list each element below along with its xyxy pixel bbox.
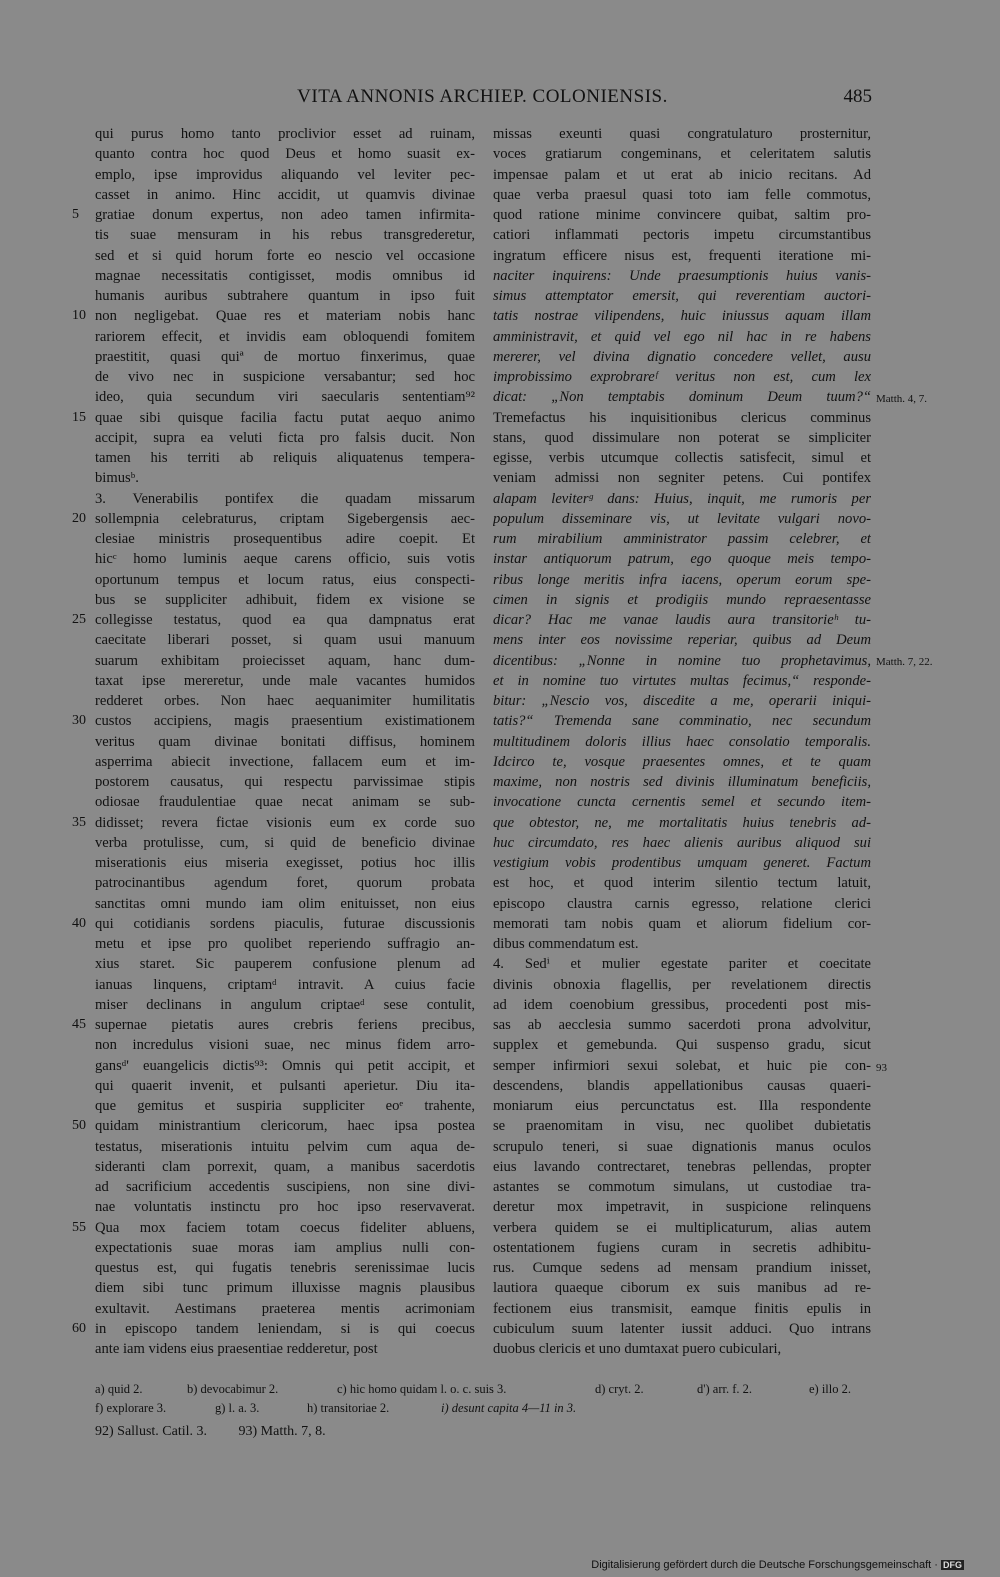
line-number: 35 [72,814,86,830]
text-line: veniam admissi non segniter petens. Cui pontifex [493,470,871,487]
critical-apparatus [95,1380,875,1418]
text-line: sanctitas omni mundo iam olim enituisset, non eius [95,895,475,912]
dfg-logo: DFG [943,1560,962,1570]
text-line: bus se suppliciter adhibuit, fidem ex visione se [95,591,475,608]
text-line: mererer, vel divina dignatio concedere vellet, ausu [493,348,871,365]
text-line: suarum exhibitam proiecisset aquam, hanc dum- [95,652,475,669]
text-line: didisset; revera fictae visionis eum ex corde suo [95,814,475,831]
text-line: stans, quod dissimulare non poterat se simpliciter [493,429,871,446]
text-line: episcopo claustra carnis egresso, relatione clerici [493,895,871,912]
text-line: populum disseminare vis, ut levitate vulgari novo- [493,510,871,527]
text-line: non negligebat. Quae res et materiam nobis hanc [95,308,475,325]
text-line: descendens, blandis appellationibus causas quaeri- [493,1077,871,1094]
text-line: asperrima abiecit invectione, fallacem eum et im- [95,753,475,770]
text-line: missas exeunti quasi congratulaturo prosternitur, [493,126,871,142]
margin-note-matthew-4-7: Matth. 4, 7. [876,393,928,405]
text-line: vestigium vobis prodentibus umquam generet. Factum [493,855,871,871]
text-line: mens inter eos novissime reperiar, quibus ad Deum [493,632,871,649]
text-line: caecitate liberari posset, si quam usui manuum [95,632,475,649]
text-line: moniarum eius percunctatus est. Illa respondente [493,1098,871,1114]
text-line: miserationis eius miseria exegisset, potius hoc illis [95,855,475,871]
running-title: VITA ANNONIS ARCHIEP. COLONIENSIS. [297,86,668,107]
text-line: custos accipiens, magis praesentium existimationem [95,713,475,730]
text-line: astantes se commotum simulans, ut custodiae tra- [493,1179,871,1195]
text-line: quae verba praesul quasi toto iam felle commotus, [493,186,871,203]
text-line: que gemitus et suspiria suppliciter eoᵉ trahente, [95,1098,475,1114]
text-line: ostentationem fugiens curam in secretis adhibitu- [493,1239,871,1256]
credit-text: Digitalisierung gefördert durch die Deutsche Forschungsgemeinschaft · [591,1559,938,1571]
text-line: quae sibi quisque facilia factu putat aequo animo [95,409,475,426]
text-line: est hoc, et quod interim silentio tectum latuit, [493,875,871,892]
text-line: simus attemptator emersit, qui reverentiam auctori- [493,288,871,304]
text-line: naciter inquirens: Unde praesumptionis huius vanis- [493,267,871,284]
text-line: amministravit, et quid vel ego nil hac in re habens [493,328,871,345]
text-line: alapam leviterᵍ dans: Huius, inquit, me rumoris per [493,490,871,507]
text-line: ad idem coenobium gressibus, procedenti post mis- [493,996,871,1013]
text-line: miser declinans in angulum criptaeᵈ sese contulit, [95,996,475,1013]
text-line: et in nomine tuo virtutes multas fecimus,“ responde- [493,672,871,689]
footnote-b: b) devocabimur 2. [187,1382,279,1396]
text-line: quanto contra hoc quod Deus et homo suasit ex- [95,146,475,163]
text-line: collegisse testatus, quod ea qua dampnatus erat [95,612,475,628]
text-line: qui cotidianis sordens piaculis, futurae discussionis [95,915,475,932]
text-line: ingratum efficere nisus est, frequenti iteratione mi- [493,247,871,264]
text-line: catiori inflammati pectoris impetu circumstantibus [493,227,871,244]
text-line: taxat ipse mereretur, unde male vacantes humidos [95,672,475,689]
text-line: scrupulo teneri, si suae dignationis manus oculos [493,1138,871,1155]
text-line: lautiora quaeque ciborum ex suis manibus ad re- [493,1280,871,1297]
line-number: 5 [72,207,79,222]
line-number: 30 [72,713,86,729]
text-line: tatis nostrae vilipendens, huic iniussus aquam illam [493,308,871,325]
text-line: voces gratiarum congeminans, et celeritatem salutis [493,146,871,163]
text-line: ante iam videns eius praesentiae redderetur, post [95,1341,378,1357]
right-column [493,124,871,1359]
text-line: Qua mox faciem totam coecus fideliter abluens, [95,1219,475,1236]
left-column [95,124,475,1359]
text-line: redderet orbes. Non haec aequanimiter humilitatis [95,693,475,709]
footnote-f: f) explorare 3. [95,1401,167,1415]
text-line: impensae palam et ut erat ab inicio recitans. Ad [493,166,871,183]
text-line: casset in animo. Hinc accidit, ut quamvis divinae [95,186,475,203]
source-93: 93) Matth. 7, 8. [238,1424,326,1439]
text-line: sollempnia celebraturus, criptam Sigebergensis aec- [95,510,475,527]
text-line: magnae necessitatis contigisset, modis omnibus id [95,267,475,284]
text-line: rus. Cumque sedens ad mensam prandium inisset, [493,1260,871,1276]
text-line: tis suae mensuram in his rebus transgrederetur, [95,227,475,244]
source-notes [95,1424,354,1440]
footnote-row-2 [95,1399,875,1418]
text-line: dicat: „Non temptabis dominum Deum tuum?“ [493,389,871,406]
text-line: supplex et gemebunda. Qui suspenso gradu, sicut [493,1037,871,1054]
text-line: ianuas linquens, criptamᵈ intravit. A cuius facie [95,976,475,993]
footnote-g: g) l. a. 3. [215,1401,260,1415]
text-line: que obtestor, ne, me mortalitatis huius tenebris ad- [493,814,871,831]
text-line: gansᵈ' euangelicis dictis⁹³: Omnis qui petit accipit, et [95,1057,475,1074]
text-line: non incredulus visioni suae, nec minus fidem arro- [95,1037,475,1054]
text-line: patrocinantibus agendum foret, quorum probata [95,875,475,892]
text-line: verbera quidem se ei multiplicaturum, alias autem [493,1219,871,1236]
text-line: in episcopo tandem leniendam, si is qui coecus [95,1320,475,1337]
text-line: humanis auribus subtrahere quantum in ipso fuit [95,288,475,304]
text-line: odiosae fraudulentiae quae necat animam se sub- [95,794,475,811]
footnote-a: a) quid 2. [95,1382,143,1396]
line-number: 45 [72,1017,86,1032]
text-line: egisse, verbis utcumque collectis satisfecit, simul et [493,450,871,466]
footnote-d-prime: d') arr. f. 2. [697,1382,753,1396]
text-line: oportunum tempus et locum ratus, eius conspecti- [95,571,475,588]
text-line: dicar? Hac me vanae laudis aura transitorieʰ tu- [493,612,871,628]
text-line: dicentibus: „Nonne in nomine tuo prophetavimus, [493,652,871,669]
text-line: testatus, miserationis intuitu pelvim cum aqua de- [95,1138,475,1155]
text-line: postorem causatus, qui respectu parvissimae stipis [95,774,475,790]
line-number: 55 [72,1219,86,1235]
line-number: 40 [72,915,86,931]
text-line: cubiculum suum latenter iussit adduci. Quo intrans [493,1320,871,1337]
source-92: 92) Sallust. Catil. 3. [95,1424,207,1439]
text-line: cimen in signis et prodigiis mundo repraesentasse [493,591,871,608]
text-line: ribus longe meritis infra iacens, operum eorum spe- [493,571,871,588]
line-number: 50 [72,1118,86,1134]
text-line: supernae pietatis aures crebris feriens precibus, [95,1017,475,1033]
text-line: divinis obnoxia flagellis, per revelationem directis [493,976,871,993]
text-line: memorati tam nobis quam et aliorum fidelium cor- [493,915,871,932]
text-line: eius lavando contrectaret, tenebras pellendas, propter [493,1158,871,1175]
text-line: quidam ministrantium clericorum, haec ipsa postea [95,1118,475,1135]
text-line: semper infirmiori sexui solebat, et huic pie con- [493,1057,871,1074]
text-line: maxime, non nostris sed divinis illuminatum beneficiis, [493,774,871,790]
footnote-row-1 [95,1380,875,1399]
text-line: hicᶜ homo luminis aeque carens officio, suis votis [95,551,475,568]
text-line: clesiae ministris prosequentibus adire coepit. Et [95,531,475,547]
text-line: sas ab aecclesia summo sacerdoti prona advolvitur, [493,1017,871,1033]
text-line: 3. Venerabilis pontifex die quadam missarum [95,490,475,507]
text-line: accipit, supra ea veluti ficta pro falsis ducit. Non [95,429,475,446]
text-line: invocatione cuncta cernentis semel et secundo item- [493,794,871,811]
line-number: 25 [72,612,86,627]
text-line: exultavit. Aestimans praeterea mentis acrimoniam [95,1300,475,1317]
text-line: veritus quam divinae bonitati diffisus, hominem [95,733,475,750]
text-line: tamen his territi ab reliquis aliquatenus tempera- [95,450,475,466]
text-line: huc circumdato, res haec alienis auribus aliquod sui [493,834,871,851]
text-line: verba protulisse, cum, si quid de beneficio divinae [95,834,475,851]
text-line: Idcirco te, vosque praesentes omnes, et te quam [493,753,871,770]
text-line: rariorem effecit, et invidis eam obloquendi fomitem [95,328,475,345]
text-line: bimusᵇ. [95,470,139,487]
line-number: 60 [72,1320,86,1336]
text-line: xius staret. Sic pauperem confusione plenum ad [95,956,475,973]
text-line: de vivo nec in suspicione versabantur; sed hoc [95,369,475,385]
text-line: dibus commendatum est. [493,936,639,952]
text-line: diem sibi tunc primum illuxisse magnis plausibus [95,1280,475,1297]
text-line: gratiae donum expertus, non adeo tamen infirmita- [95,207,475,223]
footnote-c: c) hic homo quidam l. o. c. suis 3. [337,1382,507,1396]
text-line: sideranti clam porrexit, quam, a manibus sacerdotis [95,1158,475,1175]
running-header [95,86,870,108]
text-line: multitudinem doloris illius haec consolatio temporalis. [493,733,871,750]
line-number: 10 [72,308,86,324]
text-line: deretur mox impetravit, in suspicione relinquens [493,1199,871,1216]
text-line: fectionem eius transmisit, eamque finitis epulis in [493,1300,871,1317]
text-line: qui purus homo tanto proclivior esset ad ruinam, [95,126,475,142]
text-line: duobus clericis et uno dumtaxat puero cubiculari, [493,1341,782,1357]
text-line: expectationis suae moras iam amplius nulli con- [95,1239,475,1256]
text-line: metu et ipse pro quolibet reperiendo suffragio an- [95,936,475,952]
text-line: nae voluntatis instinctu pro hoc ipso reservaverat. [95,1199,475,1216]
footnote-i: i) desunt capita 4—11 in 3. [441,1401,577,1415]
text-line: sed et si quid horum forte eo nescio vel occasione [95,247,475,264]
margin-note-93: 93 [876,1062,887,1074]
text-line: Tremefactus his inquisitionibus clericus comminus [493,409,871,426]
text-line: improbissimo exprobrareᶠ veritus non est, cum lex [493,369,871,385]
text-line: quod ratione minime convincere quibat, saltim pro- [493,207,871,223]
text-line: ad sacrificium accedentis suscipiens, non sine divi- [95,1179,475,1195]
footnote-d: d) cryt. 2. [595,1382,644,1396]
text-line: bitur: „Nescio vos, discedite a me, operarii iniqui- [493,693,871,709]
text-line: 4. Sedⁱ et mulier egestate pariter et coecitate [493,956,871,973]
digitization-credit [591,1559,964,1571]
text-line: tatis?“ Tremenda sane comminatio, nec secundum [493,713,871,730]
text-line: praestitit, quasi quiª de mortuo finxerimus, quae [95,348,475,365]
text-line: rum mirabilium amministrator passim celebrer, et [493,531,871,547]
text-line: instar antiquorum patrum, ego quoque meis tempo- [493,551,871,568]
text-line: se praenomitam in visu, nec quolibet dubietatis [493,1118,871,1135]
footnote-e: e) illo 2. [809,1382,852,1396]
page-number: 485 [843,86,872,107]
text-line: ideo, quia secundum viri saecularis sententiam⁹² [95,389,475,406]
margin-note-matthew-7-22: Matth. 7, 22. [876,656,933,668]
text-line: qui quaerit invenit, et pulsanti aperietur. Diu ita- [95,1077,475,1094]
footnote-h: h) transitoriae 2. [307,1401,390,1415]
text-line: questus est, qui fugatis tenebris serenissimae lucis [95,1260,475,1276]
text-line: emplo, ipse improvidus aliquando vel leviter pec- [95,166,475,183]
line-number: 15 [72,409,86,425]
line-number: 20 [72,510,86,526]
